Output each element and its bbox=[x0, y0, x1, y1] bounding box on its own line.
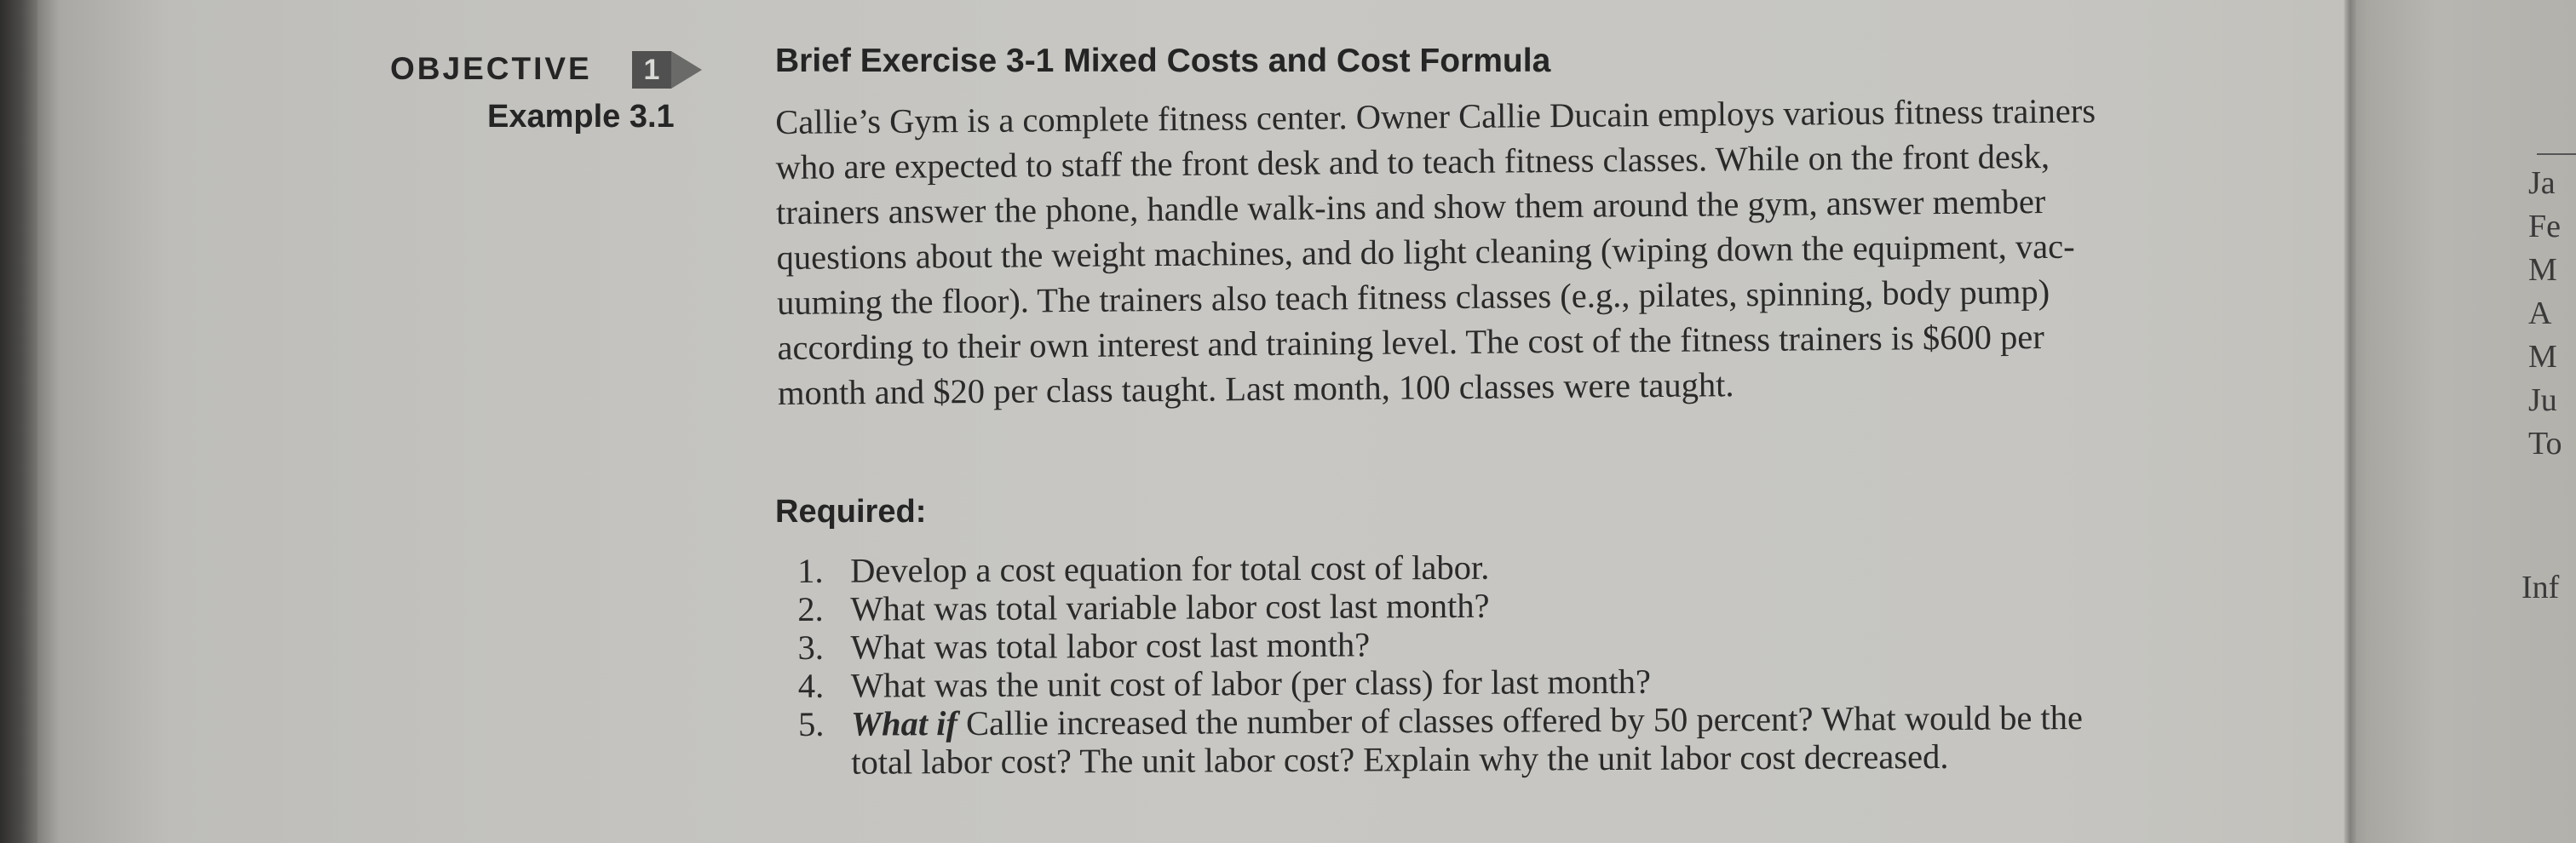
adjacent-page-fragment: Ju bbox=[2528, 382, 2557, 418]
adjacent-page-rule bbox=[2537, 153, 2576, 155]
question-text: What was the unit cost of labor (per class) for last month? bbox=[850, 662, 1652, 705]
required-heading: Required: bbox=[775, 494, 927, 530]
question-text bbox=[851, 698, 2083, 743]
page-edge-shadow bbox=[2344, 0, 2356, 843]
what-if-emphasis: What if bbox=[850, 704, 958, 743]
questions-list bbox=[797, 544, 2195, 782]
question-continuation: total labor cost? The unit labor cost? Explain why the unit labor cost decreased. bbox=[851, 737, 1949, 782]
paragraph-line: month and $20 per class taught. Last month, 100 classes were taught. bbox=[777, 365, 1734, 412]
question-text: What was total labor cost last month? bbox=[850, 625, 1371, 667]
objective-number: 1 bbox=[643, 54, 660, 86]
adjacent-page-fragment: Fe bbox=[2528, 209, 2561, 244]
adjacent-page-text bbox=[2528, 162, 2576, 466]
objective-label: OBJECTIVE bbox=[390, 51, 592, 86]
question-item bbox=[798, 697, 2195, 743]
adjacent-page-fragment: To bbox=[2528, 426, 2562, 462]
question-number: 2. bbox=[797, 589, 824, 628]
exercise-paragraph bbox=[775, 88, 2175, 416]
example-label: Example 3.1 bbox=[487, 99, 675, 135]
paragraph-line: who are expected to staff the front desk and to teach fitness classes. While on the front desk, bbox=[775, 136, 2050, 186]
paragraph-line: questions about the weight machines, and do light cleaning (wiping down the equipment, vac- bbox=[776, 227, 2075, 277]
question-number: 4. bbox=[797, 666, 825, 705]
paragraph-line: according to their own interest and training level. The cost of the fitness trainers is $600 per bbox=[777, 318, 2044, 367]
question-text: Develop a cost equation for total cost of labor. bbox=[849, 548, 1490, 590]
adjacent-page-fragment: M bbox=[2528, 339, 2557, 375]
question-text: What was total variable labor cost last month? bbox=[850, 586, 1490, 628]
exercise-title: Brief Exercise 3-1 Mixed Costs and Cost Formula bbox=[775, 43, 1551, 79]
adjacent-page-fragment: Inf bbox=[2521, 570, 2560, 605]
paragraph-line: Callie’s Gym is a complete fitness center. Owner Callie Ducain employs various fitness trainers bbox=[775, 91, 2096, 141]
adjacent-page-fragment: M bbox=[2528, 252, 2557, 288]
question-number: 1. bbox=[797, 551, 824, 590]
question-number: 3. bbox=[797, 628, 825, 667]
paragraph-line: uuming the floor). The trainers also teach fitness classes (e.g., pilates, spinning, body pump) bbox=[776, 272, 2050, 322]
adjacent-page-fragment: Ja bbox=[2528, 165, 2556, 201]
book-spine-shadow bbox=[0, 0, 37, 843]
question-number: 5. bbox=[797, 704, 825, 743]
adjacent-page-fragment: A bbox=[2528, 295, 2552, 331]
paragraph-line: trainers answer the phone, handle walk-ins and show them around the gym, answer member bbox=[775, 181, 2046, 232]
objective-badge bbox=[632, 51, 702, 89]
question-text-rest: Callie increased the number of classes offered by 50 percent? What would be the bbox=[957, 698, 2084, 743]
